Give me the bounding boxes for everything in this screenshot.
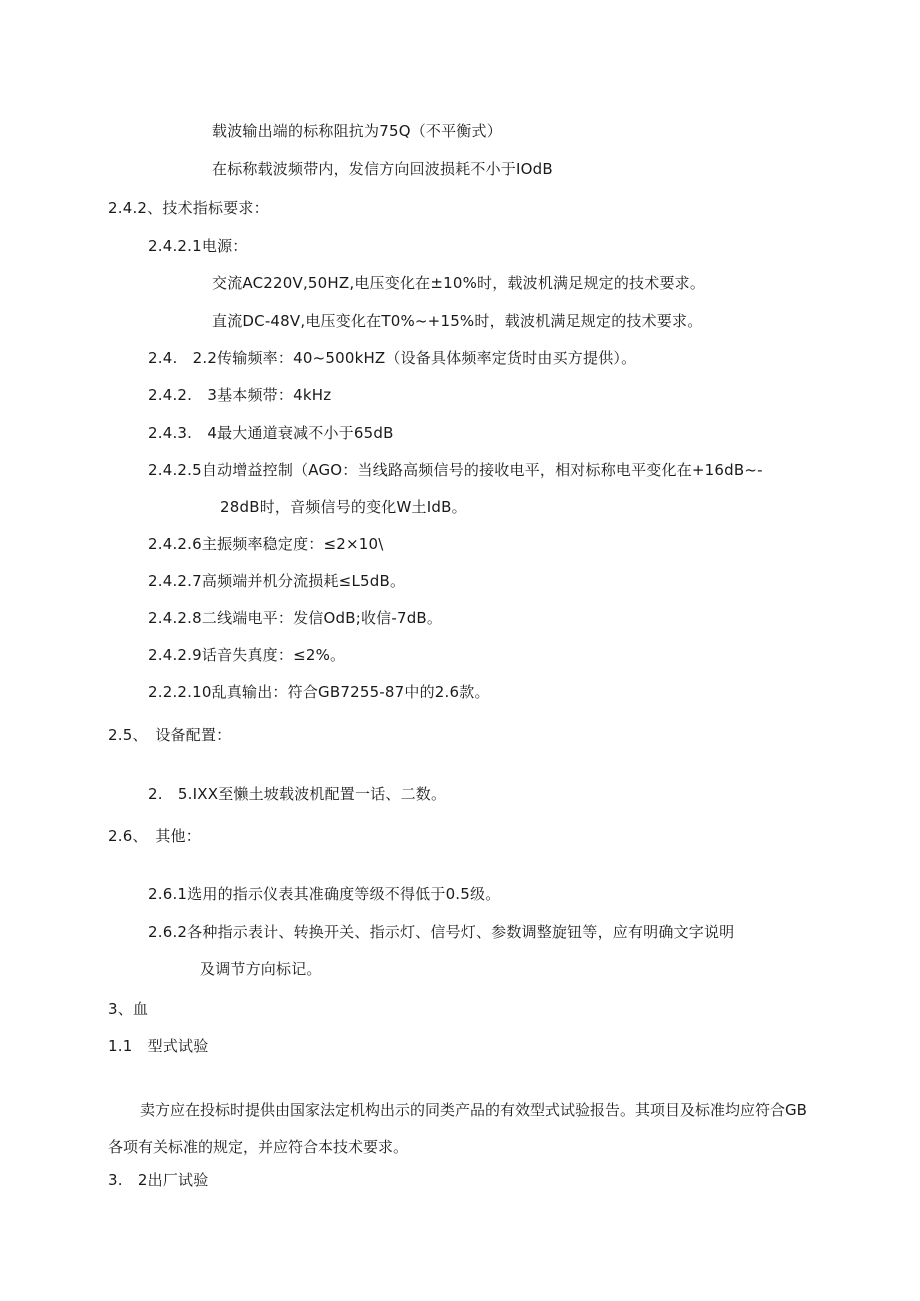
text-line-return-loss: 在标称载波频带内，发信方向回波损耗不小于IOdB xyxy=(212,160,553,178)
text-line-dc-power: 直流DC-48V,电压变化在T0%~+15%时，载波机满足规定的技术要求。 xyxy=(212,312,703,330)
section-heading-3-2: 3. 2出厂试验 xyxy=(108,1171,209,1189)
item-2-2-2-10: 2.2.2.10乱真输出：符合GB7255-87中的2.6款。 xyxy=(148,683,490,701)
item-2-4-2-6: 2.4.2.6主振频率稳定度：≤2×10\ xyxy=(148,535,384,553)
item-2-6-2-continued: 及调节方向标记。 xyxy=(200,960,322,978)
item-2-6-1: 2.6.1选用的指示仪表其准确度等级不得低于0.5级。 xyxy=(148,885,501,903)
text-line-impedance: 载波输出端的标称阻抗为75Q（不平衡式） xyxy=(212,122,502,140)
item-2-4-2-1: 2.4.2.1电源： xyxy=(148,237,248,255)
item-2-4-2-5: 2.4.2.5自动增益控制（AGO：当线路高频信号的接收电平，相对标称电平变化在+16dB~- xyxy=(148,461,763,479)
item-2-4-2-8: 2.4.2.8二线端电平：发信OdB;收信-7dB。 xyxy=(148,609,443,627)
text-line-ac-power: 交流AC220V,50HZ,电压变化在±10%时，载波机满足规定的技术要求。 xyxy=(212,274,706,292)
item-2-4-2-9: 2.4.2.9话音失真度：≤2%。 xyxy=(148,646,346,664)
item-2-4-2-3: 2.4.2. 3基本频带：4kHz xyxy=(148,386,332,404)
section-heading-2-5: 2.5、 设备配置： xyxy=(108,726,232,744)
item-2-4-2-4: 2.4.3. 4最大通道衰减不小于65dB xyxy=(148,424,394,442)
section-heading-2-4-2: 2.4.2、技术指标要求： xyxy=(108,199,269,217)
item-2-4-2-2: 2.4. 2.2传输频率：40~500kHZ（设备具体频率定货时由买方提供）。 xyxy=(148,349,637,367)
item-2-5-1: 2. 5.IXX至懒土坡载波机配置一话、二数。 xyxy=(148,785,447,803)
item-2-4-2-5-continued: 28dB时，音频信号的变化W土IdB。 xyxy=(220,498,467,516)
section-heading-type-test: 1.1 型式试验 xyxy=(108,1037,209,1055)
paragraph-type-test: 卖方应在投标时提供由国家法定机构出示的同类产品的有效型式试验报告。其项目及标准均应符合GB各项有关标准的规定，并应符合本技术要求。 xyxy=(108,1101,807,1156)
item-2-4-2-7: 2.4.2.7高频端并机分流损耗≤L5dB。 xyxy=(148,572,406,590)
section-heading-2-6: 2.6、 其他： xyxy=(108,827,201,845)
section-heading-3: 3、血 xyxy=(108,1000,149,1018)
item-2-6-2: 2.6.2各种指示表计、转换开关、指示灯、信号灯、参数调整旋钮等，应有明确文字说明 xyxy=(148,923,735,941)
